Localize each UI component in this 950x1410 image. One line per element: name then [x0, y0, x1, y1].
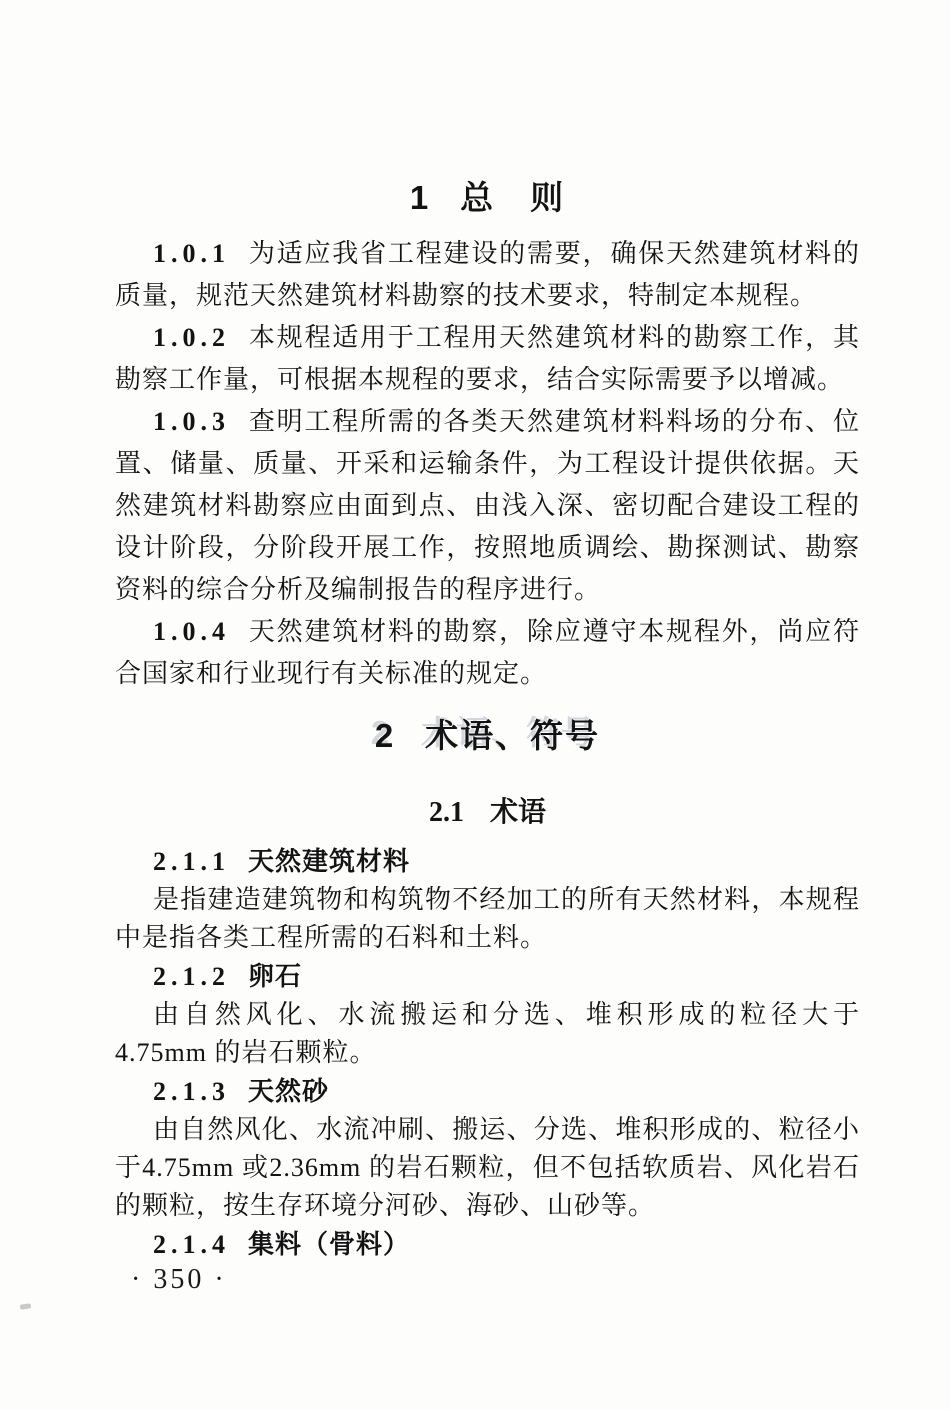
- section-2-1-title-text: 术语: [489, 796, 546, 827]
- clause-1-0-1: [115, 233, 860, 317]
- chapter-1-number: 1: [409, 179, 431, 216]
- term-2-1-1-definition: [115, 881, 860, 957]
- chapter-1-title-text: 总 则: [460, 179, 566, 216]
- chapter-2-number: 2: [374, 717, 396, 754]
- clause-1-0-4-number: 1.0.4: [153, 617, 230, 646]
- clause-1-0-3: [115, 401, 860, 611]
- clause-1-0-1-text: 为适应我省工程建设的需要，确保天然建筑材料的质量，规范天然建筑材料勘察的技术要求，特制定本规程。: [115, 239, 860, 310]
- chapter-1-title: [115, 177, 860, 218]
- clause-1-0-1-number: 1.0.1: [153, 239, 230, 268]
- term-2-1-2-definition-text: 由自然风化、水流搬运和分选、堆积形成的粒径大于4.75mm 的岩石颗粒。: [115, 1000, 860, 1067]
- section-2-1-number: 2.1: [428, 797, 464, 828]
- term-2-1-3-definition: [115, 1111, 860, 1225]
- chapter-2-title: [115, 715, 860, 756]
- term-2-1-2-definition: [115, 996, 860, 1072]
- clause-1-0-2-number: 1.0.2: [153, 323, 230, 352]
- term-2-1-3-number: 2.1.3: [153, 1077, 230, 1106]
- term-2-1-4-heading: [115, 1225, 860, 1264]
- term-2-1-3-name: 天然砂: [248, 1076, 330, 1106]
- clause-1-0-4-text: 天然建筑材料的勘察，除应遵守本规程外，尚应符合国家和行业现行有关标准的规定。: [115, 617, 860, 688]
- scan-smudge-artifact: [20, 1303, 32, 1309]
- term-2-1-2-heading: [115, 957, 860, 996]
- term-2-1-2-number: 2.1.2: [153, 962, 230, 991]
- chapter-2-title-text: 术语、符号: [425, 717, 601, 754]
- clause-1-0-3-number: 1.0.3: [153, 407, 230, 436]
- clause-1-0-3-text: 查明工程所需的各类天然建筑材料料场的分布、位置、储量、质量、开采和运输条件，为工程设计提供依据。天然建筑材料勘察应由面到点、由浅入深、密切配合建设工程的设计阶段，分阶段开展工作，按照地质调绘、勘探测试、勘察资料的综合分析及编制报告的程序进行。: [115, 407, 860, 604]
- clause-1-0-2-text: 本规程适用于工程用天然建筑材料的勘察工作，其勘察工作量，可根据本规程的要求，结合实际需要予以增减。: [115, 323, 860, 394]
- term-2-1-1-name: 天然建筑材料: [248, 846, 411, 876]
- clause-1-0-4: [115, 611, 860, 695]
- term-2-1-1-definition-text: 是指建造建筑物和构筑物不经加工的所有天然材料，本规程中是指各类工程所需的石料和土料。: [115, 885, 860, 952]
- text-column: [115, 0, 860, 1264]
- term-2-1-4-name: 集料（骨料）: [248, 1229, 411, 1259]
- term-2-1-1-heading: [115, 842, 860, 881]
- clause-1-0-2: [115, 317, 860, 401]
- terms-list: [115, 842, 860, 1264]
- term-2-1-3-definition-text: 由自然风化、水流冲刷、搬运、分选、堆积形成的、粒径小于4.75mm 或2.36mm 的岩石颗粒，但不包括软质岩、风化岩石的颗粒，按生存环境分河砂、海砂、山砂等。: [115, 1115, 860, 1220]
- page-number: · 350 ·: [131, 1264, 227, 1295]
- section-2-1-title: [115, 794, 860, 831]
- chapter-1-clauses: [115, 233, 860, 695]
- term-2-1-4-number: 2.1.4: [153, 1230, 230, 1259]
- term-2-1-3-heading: [115, 1072, 860, 1111]
- term-2-1-1-number: 2.1.1: [153, 847, 230, 876]
- term-2-1-2-name: 卵石: [248, 961, 303, 991]
